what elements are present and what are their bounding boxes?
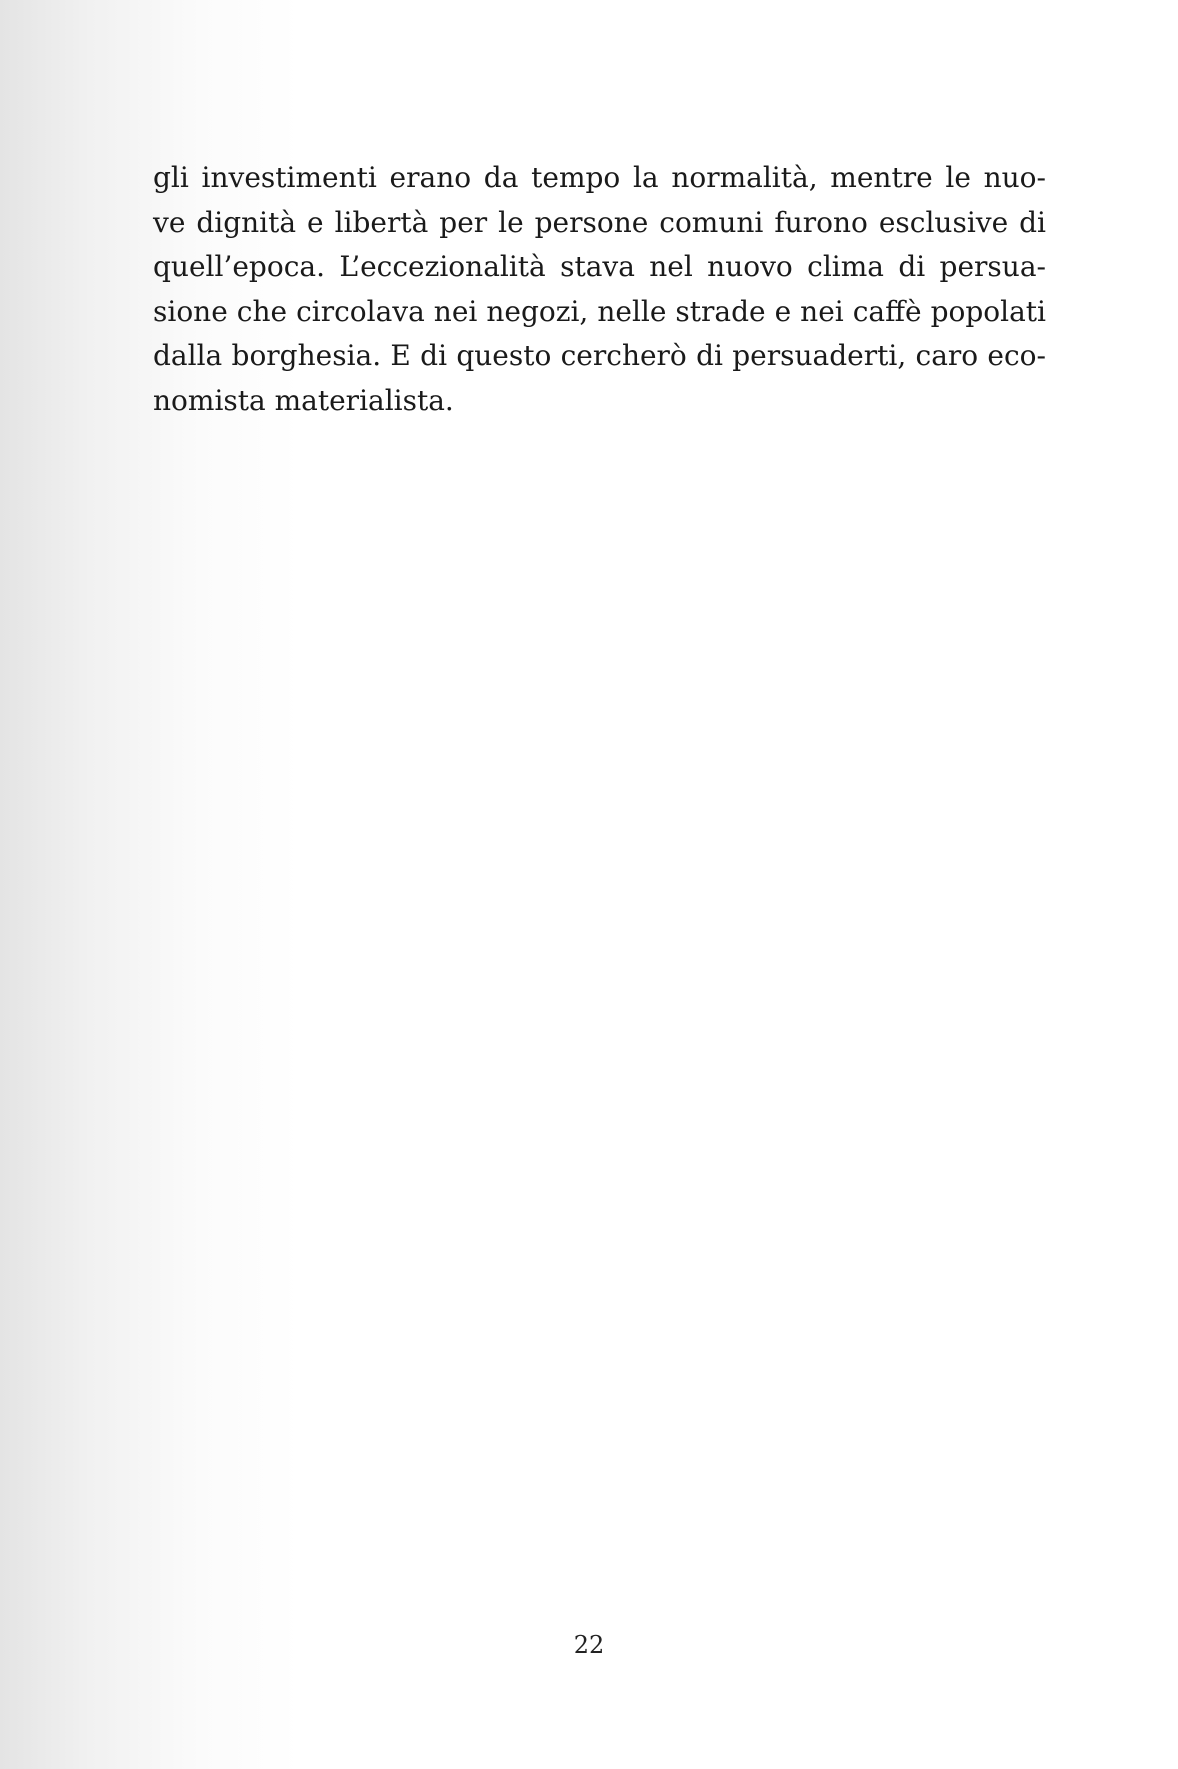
text-line: gli investimenti erano da tempo la normalità, mentre le nuo-: [153, 161, 1046, 194]
text-line: sione che circolava nei negozi, nelle strade e nei caffè popolati: [153, 294, 1046, 328]
text-line: ve dignità e libertà per le persone comuni furono esclusive di: [153, 205, 1046, 239]
text-line: quell’epoca. L’eccezionalità stava nel nuovo clima di persua-: [153, 250, 1046, 283]
page-number: 22: [573, 1631, 605, 1659]
body-paragraph: [153, 156, 1046, 423]
text-line: nomista materialista.: [153, 383, 454, 417]
text-line: dalla borghesia. E di questo cercherò di persuaderti, caro eco-: [153, 339, 1046, 372]
